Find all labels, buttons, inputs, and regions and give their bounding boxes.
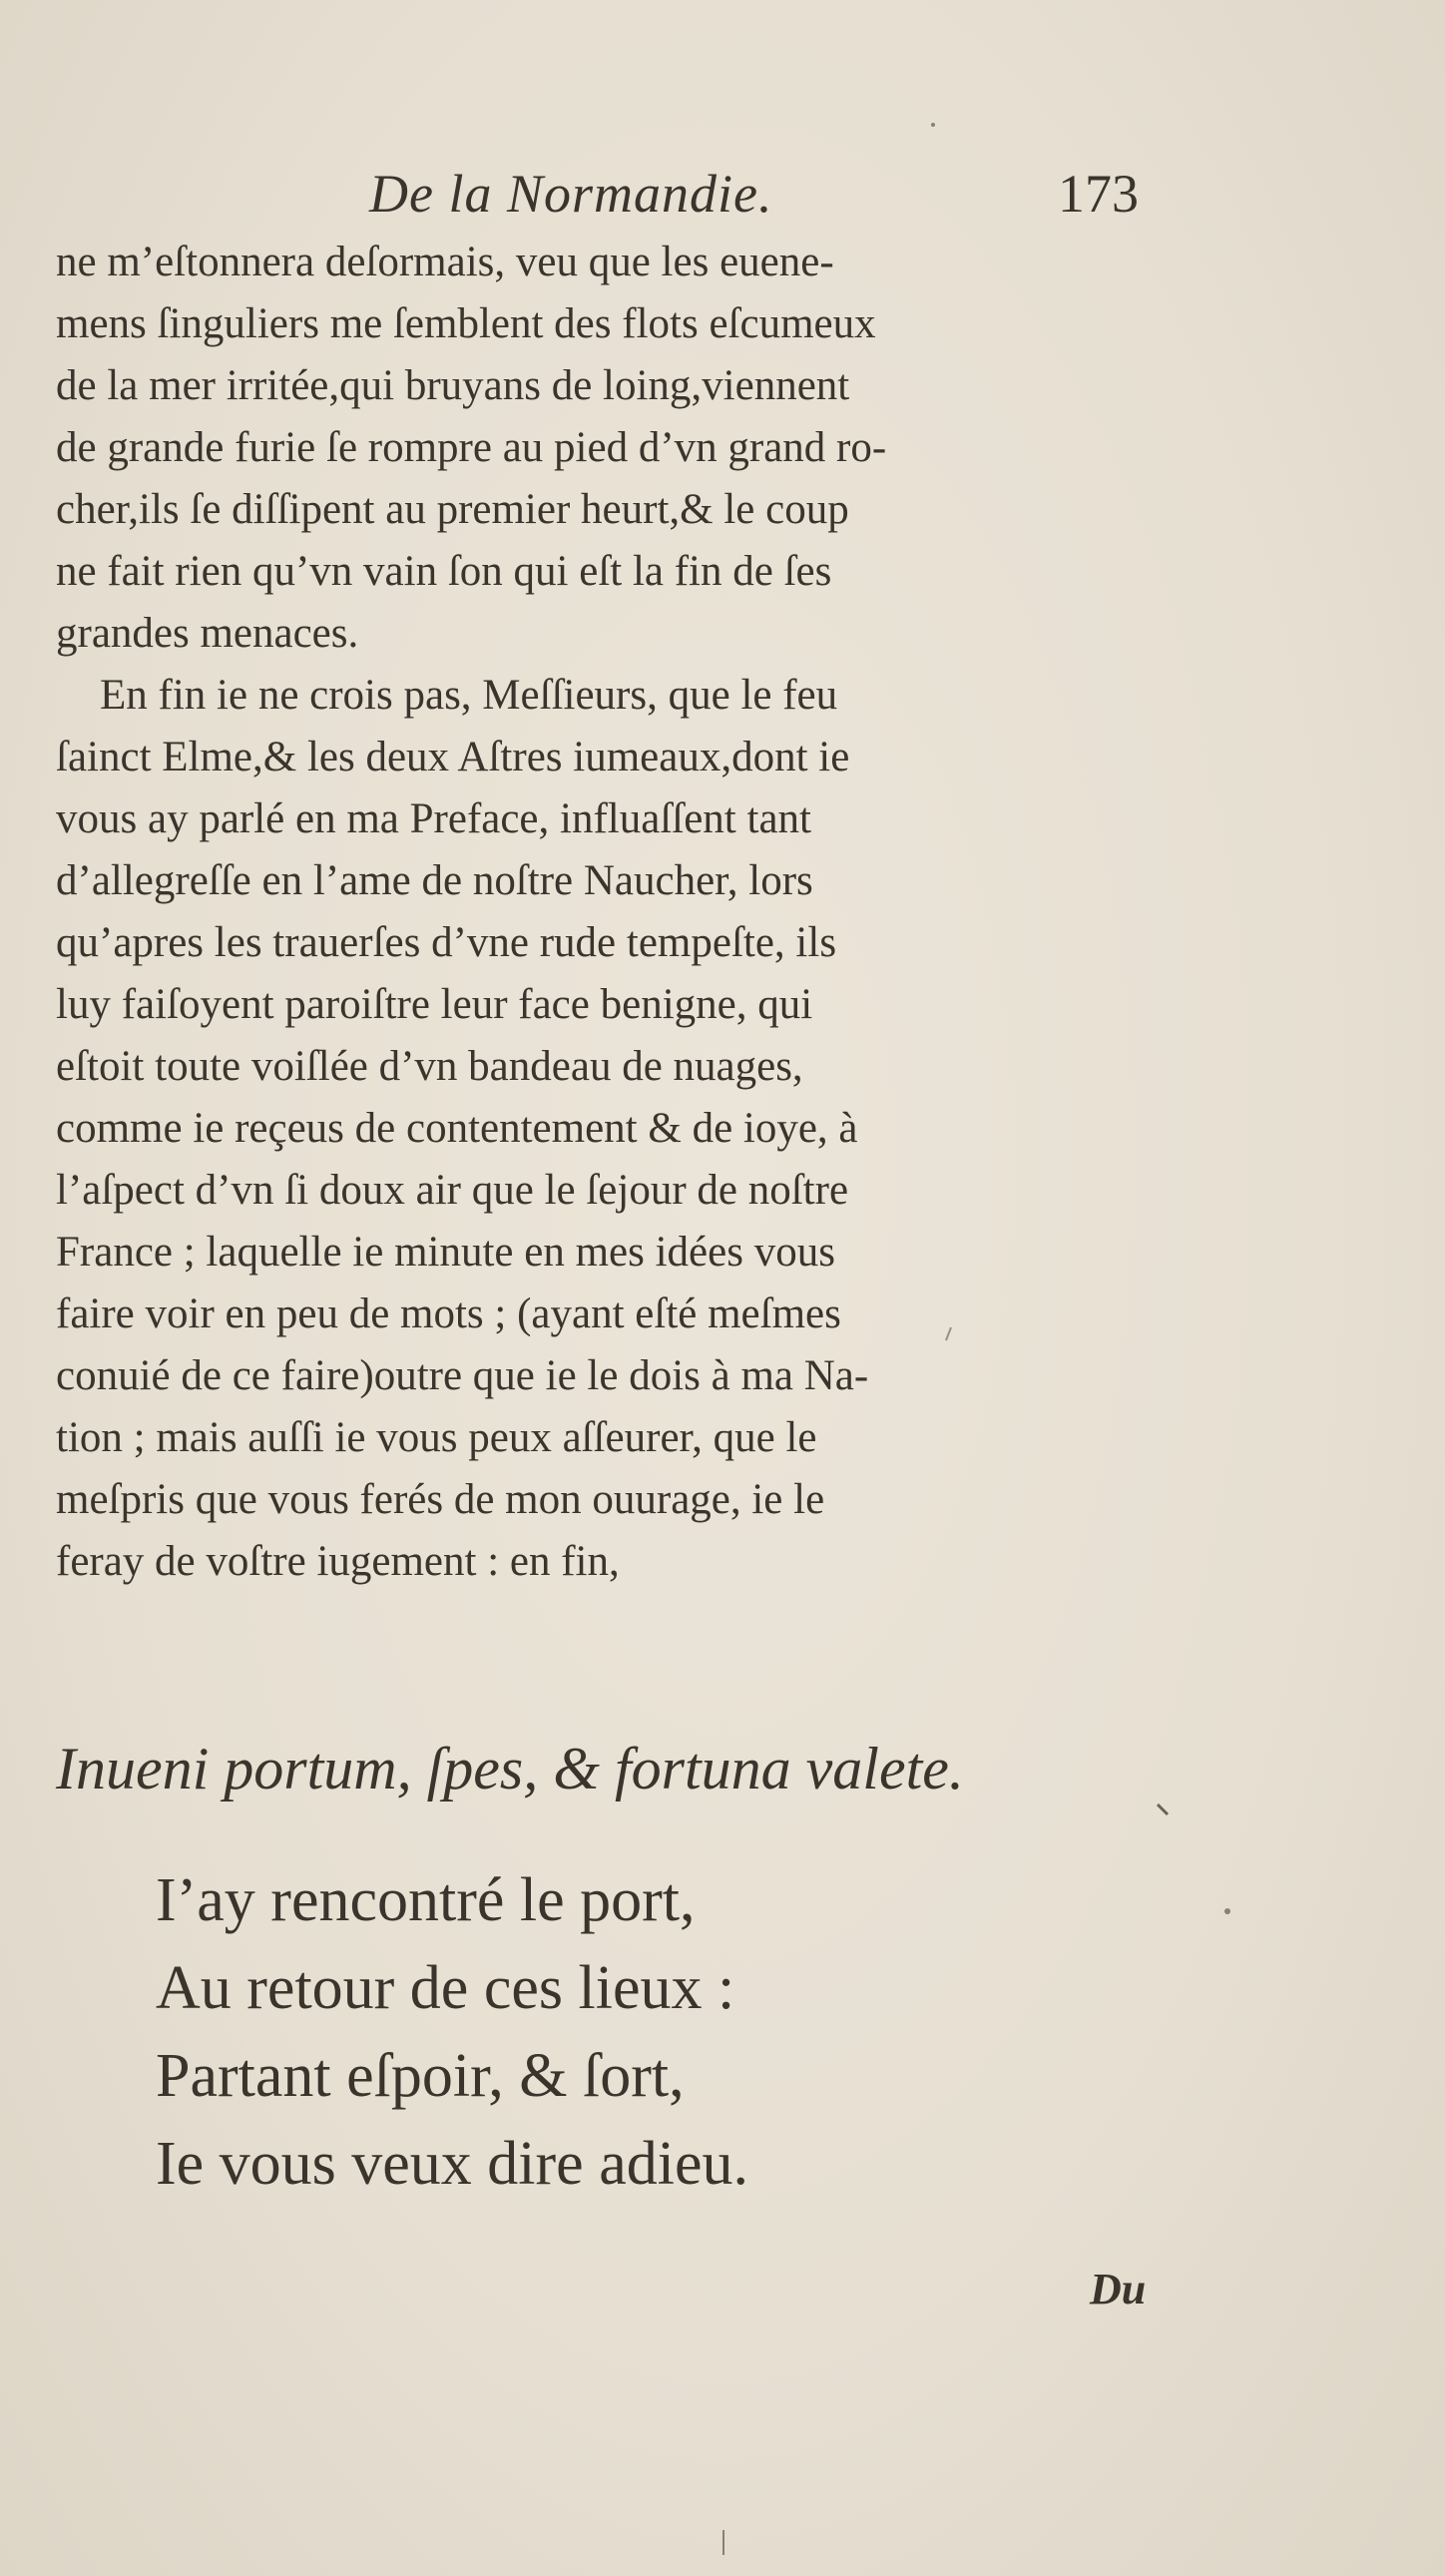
text-line: grandes menaces.	[56, 610, 359, 657]
text-line: France ; laquelle ie minute en mes idées vous	[56, 1229, 835, 1276]
text-line: faire voir en peu de mots ; (ayant eſté meſmes	[56, 1290, 841, 1337]
text-line: cher,ils ſe diſſipent au premier heurt,& le coup	[56, 486, 849, 533]
poem-line: Partant eſpoir, & ſort,	[156, 2042, 685, 2110]
text-line: ne m’eſtonnera deſormais, veu que les euene-	[56, 239, 834, 285]
text-line: eſtoit toute voiſlée d’vn bandeau de nuages,	[56, 1043, 803, 1090]
text-line: qu’apres les trauerſes d’vne rude tempeſte, ils	[56, 919, 837, 966]
text-line: vous ay parlé en ma Preface, influaſſent tant	[56, 795, 811, 842]
text-line: l’aſpect d’vn ſi doux air que le ſejour de noſtre	[56, 1167, 849, 1214]
catchword: Du	[1090, 2265, 1147, 2314]
text-line: conuié de ce faire)outre que ie le dois à ma Na-	[56, 1352, 869, 1399]
text-line: luy faiſoyent paroiſtre leur face benigne, qui	[56, 981, 813, 1028]
latin-motto: Inueni portum, ſpes, & fortuna valete.	[56, 1736, 964, 1802]
text-line: de grande furie ſe rompre au pied d’vn grand ro-	[56, 424, 887, 471]
poem-line: Au retour de ces lieux :	[156, 1954, 735, 2022]
text-line: mens ſinguliers me ſemblent des flots eſcumeux	[56, 300, 876, 347]
text-line: En fin ie ne crois pas, Meſſieurs, que le feu	[100, 672, 838, 719]
text-line: d’allegreſſe en l’ame de noſtre Naucher, lors	[56, 857, 813, 904]
poem-line: I’ay rencontré le port,	[156, 1866, 696, 1934]
text-line: de la mer irritée,qui bruyans de loing,viennent	[56, 362, 850, 409]
text-line: meſpris que vous ferés de mon ouurage, ie le	[56, 1476, 825, 1523]
poem-line: Ie vous veux dire adieu.	[156, 2130, 748, 2198]
text-line: ne fait rien qu’vn vain ſon qui eſt la fin de ſes	[56, 548, 832, 595]
text-line: tion ; mais auſſi ie vous peux aſſeurer, que le	[56, 1414, 817, 1461]
text-line: comme ie reçeus de contentement & de ioye, à	[56, 1105, 858, 1152]
running-title: De la Normandie.	[369, 164, 773, 224]
page-number: 173	[1058, 164, 1139, 224]
text-line: ſainct Elme,& les deux Aſtres iumeaux,dont ie	[56, 734, 850, 780]
text-line: feray de voſtre iugement : en fin,	[56, 1538, 620, 1585]
